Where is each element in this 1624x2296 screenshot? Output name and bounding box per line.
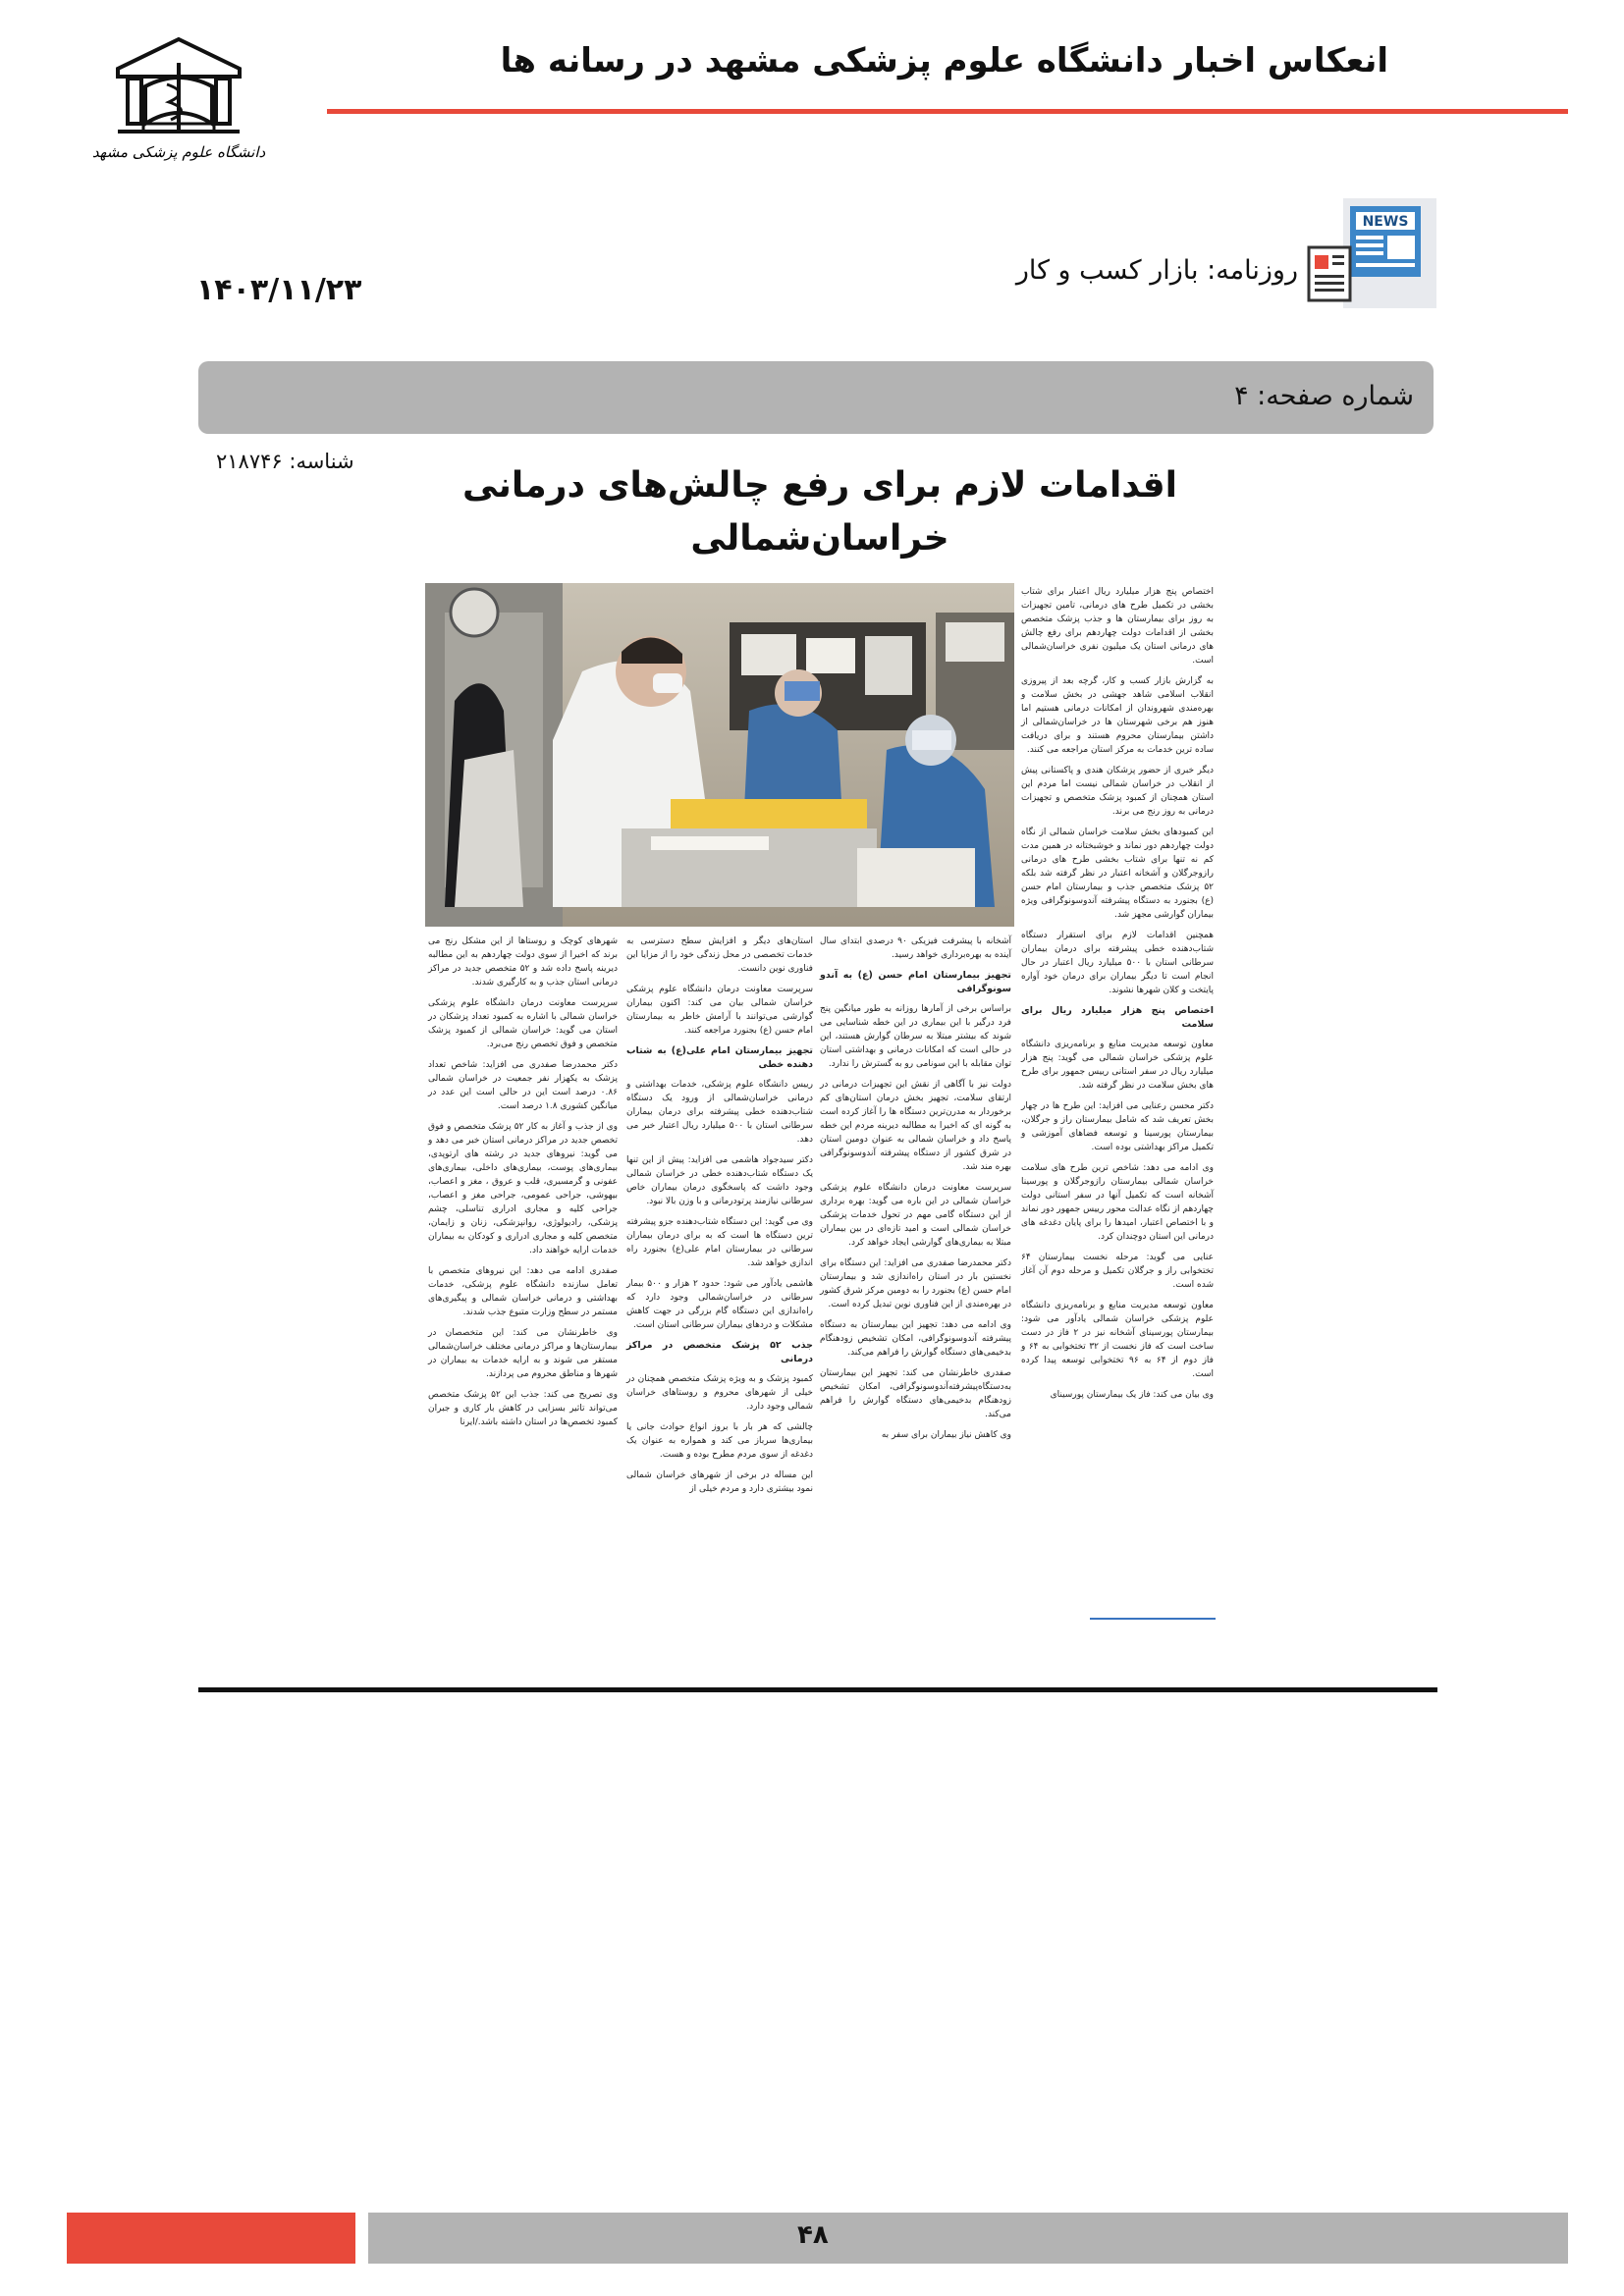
paragraph: وی می گوید: این دستگاه شتاب‌دهنده جزو پیشرفته ترین دستگاه ها است که به برای درمان بیماران سرطانی در بیمارستان امام علی(ع) بجنورد راه اندازی خواهد شد. (626, 1217, 813, 1268)
paragraph: دیگر خبری از حضور پزشکان هندی و پاکستانی پیش از انقلاب در خراسان شمالی نیست اما مردم این استان همچنان از کمبود پزشک متخصص و تجهیزات درمانی به روز رنج می برند. (1021, 766, 1214, 817)
paragraph: سرپرست معاونت درمان دانشگاه علوم پزشکی خراسان شمالی در این باره می گوید: بهره برداری از این دستگاه گامی مهم در تحول خدمات پزشکی خراسان شمالی است و امید تازه‌ای در بین بیماران مبتلا به بیماری‌های گوارشی ایجاد خواهد کرد. (820, 1183, 1011, 1248)
paragraph: وی بیان می کند: فاز یک بیمارستان پورسینای (1050, 1390, 1214, 1400)
subheading: جذب ۵۲ پزشک متخصص در مراکز درمانی (626, 1340, 813, 1364)
subheading: تجهیز بیمارستان امام علی(ع) به شتاب دهنده خطی (626, 1045, 813, 1070)
paragraph: چالشی که هر بار با بروز انواع حوادث جانی یا بیماری‌ها سرباز می کند و همواره به عنوان یک دغدغه از سوی مردم مطرح بوده و هست. (626, 1422, 813, 1460)
paragraph: اختصاص پنج هزار میلیارد ریال اعتبار برای شتاب بخشی در تکمیل طرح های درمانی، تامین تجهیزات به روز برای بیمارستان ها و جذب پزشک متخصص بخشی از اقدامات دولت چهاردهم برای رفع چالش های درمانی استان یک میلیون نفری خراسان‌شمالی است. (1021, 587, 1214, 666)
paragraph: کمبود پزشک و به ویژه پزشک متخصص همچنان در خیلی از شهرهای محروم و روستاهای خراسان شمالی وجود دارد. (626, 1374, 813, 1412)
paragraph: معاون توسعه مدیریت منابع و برنامه‌ریزی دانشگاه علوم پزشکی خراسان شمالی می گوید: پنج هزار میلیارد ریال در سفر استانی رییس جمهور برای طرح های بخش سلامت در نظر گرفته شد. (1021, 1040, 1214, 1091)
header-divider (327, 109, 1568, 114)
headline-line-2: خراسان‌شمالی (690, 518, 949, 559)
article-column-1 (1021, 585, 1214, 1610)
paragraph: آشخانه با پیشرفت فیزیکی ۹۰ درصدی ابتدای سال آینده به بهره‌برداری خواهد رسید. (820, 936, 1011, 960)
footer-accent-bar (67, 2213, 355, 2264)
paragraph: دکتر محسن رعنایی می افزاید: این طرح ها در چهار بخش تعریف شد که شامل بیمارستان راز و جرگلان، بیمارستان پورسینا و توسعه فضاهای آموزشی و تکمیل مراکز بهداشتی بوده است. (1021, 1101, 1214, 1152)
paragraph: وی ادامه می دهد: تجهیز این بیمارستان به دستگاه پیشرفته آندوسونوگرافی، امکان تشخیص زودهنگام بدخیمی‌های دستگاه گوارش را فراهم می‌کند. (820, 1320, 1011, 1358)
paragraph: سرپرست معاونت درمان دانشگاه علوم پزشکی خراسان شمالی با اشاره به کمبود تعداد پزشکان در استان می گوید: خراسان شمالی از کمبود پزشک متخصص و فوق تخصص رنج می‌برد. (428, 998, 618, 1049)
university-seal-icon (91, 33, 266, 167)
paragraph: این کمبودهای بخش سلامت خراسان شمالی از نگاه دولت چهاردهم دور نماند و خوشبختانه در همین مدت کم نه تنها برای شتاب بخشی طرح های درمانی رازوجرگلان و آشخانه اعتبار در نظر گرفته شد بلکه ۵۲ پزشک متخصص جذب و بیمارستان امام حسن (ع) بجنورد به دستگاه پیشرفته آندوسونوگرافی ویژه بیماران گوارشی مجهز شد. (1021, 828, 1214, 920)
paragraph: هاشمی یادآور می شود: حدود ۲ هزار و ۵۰۰ بیمار سرطانی در خراسان‌شمالی وجود دارد که راه‌اندازی این دستگاه گام بزرگی در جهت کاهش مشکلات و دردهای بیماران سرطانی استان است. (626, 1279, 813, 1330)
content-bottom-divider (198, 1687, 1437, 1692)
paragraph: سرپرست معاونت درمان دانشگاه علوم پزشکی خراسان شمالی بیان می کند: اکنون بیماران گوارشی می‌توانند با آرامش خاطر به بیمارستان امام حسن (ع) بجنورد مراجعه کنند. (626, 985, 813, 1036)
paragraph: رییس دانشگاه علوم پزشکی، خدمات بهداشتی و درمانی خراسان‌شمالی از ورود یک دستگاه شتاب‌دهنده خطی پیشرفته برای درمان بیماران سرطانی استان با ۵۰۰ میلیارد ریال اعتبار خبر می دهد. (626, 1080, 813, 1145)
article-column-3 (626, 934, 813, 1610)
paragraph: دکتر سیدجواد هاشمی می افزاید: پیش از این تنها یک دستگاه شتاب‌دهنده خطی در خراسان شمالی وجود داشت که پاسخگوی درمان بیماران خاص سرطانی نیازمند پرتودرمانی و با وزن بالا نبود. (626, 1155, 813, 1206)
subheading: اختصاص پنج هزار میلیارد ریال برای سلامت (1021, 1005, 1214, 1030)
article-column-4 (428, 934, 618, 1610)
article-headline (461, 459, 1178, 565)
paragraph: عنایی می گوید: مرحله نخست بیمارستان ۶۴ تختخوابی راز و جرگلان تکمیل و مرحله دوم آن آغاز شده است. (1021, 1253, 1214, 1290)
column-end-rule (1090, 1618, 1216, 1620)
paragraph: براساس برخی از آمارها روزانه به طور میانگین پنج فرد درگیر با این بیماری در این خطه شناسایی می شوند که بیشتر مبتلا به سرطان گوارش هستند، این در حالی است که امکانات درمانی و بهداشتی استان توان مقابله با این سونامی رو به گسترش را ندارد. (820, 1004, 1011, 1069)
paragraph: صفدری ادامه می دهد: این نیروهای متخصص با تعامل سازنده دانشگاه علوم پزشکی، خدمات بهداشتی و درمانی خراسان شمالی و پیگیری‌های مستمر در سطح وزارت متبوع جذب شدند. (428, 1266, 618, 1317)
document-id: شناسه: ۲۱۸۷۴۶ (216, 450, 354, 473)
footer-bar (368, 2213, 1568, 2264)
page-header-title: انعکاس اخبار دانشگاه علوم پزشکی مشهد در رسانه ها (500, 41, 1388, 80)
newspaper-name: روزنامه: بازار کسب و کار (1015, 255, 1298, 286)
paragraph: معاون توسعه مدیریت منابع و برنامه‌ریزی دانشگاه علوم پزشکی خراسان شمالی یادآور می شود: بیمارستان پورسینای آشخانه نیز در ۲ فاز در دست ساخت است که فاز نخست از ۳۲ تختخوابی به ۶۴ و فاز دوم از ۶۴ به ۹۶ تختخوابی توسعه پیدا کرده است. (1021, 1301, 1214, 1379)
paragraph: وی از جذب و آغاز به کار ۵۲ پزشک متخصص و فوق تخصص جدید در مراکز درمانی استان خبر می دهد و می گوید: نیروهای جدید در رشته های ارتوپدی، بیماری‌های پوست، بیماری‌های داخلی، بیماری‌های عفونی و گرمسیری، قلب و عروق ، مغز و اعصاب، بیهوشی، جراحی عمومی، جراحی مغز و اعصاب، جراحی کلیه و مجاری ادراری تناسلی، چشم پزشکی، رادیولوژی، روانپزشکی، زنان و زایمان، متخصص کلیه و مجاری ادراری و کودکان به بیماران خدمات ارایه خواهند داد. (428, 1122, 619, 1255)
paragraph: همچنین اقدامات لازم برای استقرار دستگاه شتاب‌دهنده خطی پیشرفته برای درمان بیماران سرطانی استان با ۵۰۰ میلیارد ریال اعتبار در حال انجام است تا دیگر بیماران برای درمان خود آواره پایتخت و کلان شهرها نشوند. (1021, 931, 1215, 995)
footer-page-number: ۴۸ (797, 2220, 829, 2250)
paragraph: وی کاهش نیاز بیماران برای سفر به (881, 1430, 1011, 1440)
paragraph: شهرهای کوچک و روستاها از این مشکل رنج می برند که اخیرا از سوی دولت چهاردهم به این مطالبه دیرینه پاسخ داده شد و ۵۲ متخصص جدید در مراکز درمانی استان جذب و به کارگیری شدند. (428, 936, 618, 988)
headline-line-1: اقدامات لازم برای رفع چالش‌های درمانی (461, 465, 1178, 506)
article-column-2 (820, 934, 1011, 1610)
paragraph: وی خاطرنشان می کند: این متخصصان در بیمارستان‌ها و مراکز درمانی مختلف خراسان‌شمالی مستقر می شوند و به ارایه خدمات به بیماران در شهرها و مناطق محروم می پردازند. (428, 1328, 618, 1379)
paragraph: صفدری خاطرنشان می کند: تجهیز این بیمارستان به‌دستگاه‌پیشرفته‌آندوسونوگرافی، امکان تشخیص زودهنگام بدخیمی‌های دستگاه گوارش را فراهم می‌کند. (820, 1368, 1011, 1419)
page-number-label: شماره صفحه: ۴ (1234, 381, 1414, 411)
subheading: تجهیز بیمارستان امام حسن (ع) به آندو سونوگرافی (820, 970, 1011, 994)
paragraph: این مساله در برخی از شهرهای خراسان شمالی نمود بیشتری دارد و مردم خیلی از (626, 1470, 813, 1494)
publish-date: ۱۴۰۳/۱۱/۲۳ (196, 273, 362, 307)
paragraph: استان‌های دیگر و افزایش سطح دسترسی به خدمات تخصصی در محل زندگی خود را از مزایا این فناوری نوین دانست. (626, 936, 813, 974)
paragraph: وی ادامه می دهد: شاخص ترین طرح های سلامت خراسان شمالی بیمارستان رازوجرگلان و پورسینا آشخانه است که تکمیل آنها در سفر استانی دولت چهاردهم از نگاه عدالت محور رییس جمهور دور نماند و با اختصاص اعتبار، امیدها را برای پایان دغدغه های درمانی این استان دوچندان کرد. (1021, 1163, 1214, 1242)
article-photo (425, 583, 1014, 927)
page-number-bar (198, 361, 1434, 434)
paragraph: دکتر محمدرضا صفدری می افزاید: شاخص تعداد پزشک به یکهزار نفر جمعیت در خراسان شمالی ۰.۸۶ درصد است این در حالی است این عدد در میانگین کشوری ۱.۸ درصد است. (428, 1060, 618, 1111)
paragraph: دکتر محمدرضا صفدری می افزاید: این دستگاه برای نخستین بار در استان راه‌اندازی شد و بیمارستان امام حسن (ع) بجنورد را به دومین مرکز شرق کشور در بهره‌مندی از این فناوری نوین تبدیل کرده است. (819, 1258, 1011, 1309)
clinical-staff-photo (425, 583, 1014, 927)
university-logo (91, 33, 266, 167)
paragraph: وی تصریح می کند: جذب این ۵۲ پزشک متخصص می‌تواند تاثیر بسزایی در کاهش بار کاری و جبران کمبود تخصص‌ها در استان داشته باشد./ایرنا (428, 1390, 619, 1427)
newspaper-icon (1309, 198, 1436, 308)
paragraph: دولت نیز با آگاهی از نقش این تجهیزات درمانی در ارتقای سلامت، تجهیز بخش درمان استان‌های کم برخوردار به مدرن‌ترین دستگاه ها را آغاز کرده است به گونه ای که اخیرا به مطالبه دیرینه مردم این خطه پاسخ داد و خراسان شمالی به عنوان دومین استان در شرق کشور از دستگاه پیشرفته آندوسونوگرافی بهره مند شد. (820, 1080, 1011, 1172)
news-badge: NEWS (1362, 214, 1409, 230)
paragraph: به گزارش بازار کسب و کار، گرچه بعد از پیروزی انقلاب اسلامی شاهد جهشی در بخش سلامت و بهره‌مندی شهروندان از امکانات درمانی هستیم اما هنوز هم برخی شهرستان ها در خراسان‌شمالی از داشتن بیمارستان محروم هستند و برای دریافت ساده ترین خدمات به مرکز استان مراجعه می کنند. (1021, 676, 1214, 755)
logo-caption: دانشگاه علوم پزشکی مشهد (91, 143, 266, 161)
